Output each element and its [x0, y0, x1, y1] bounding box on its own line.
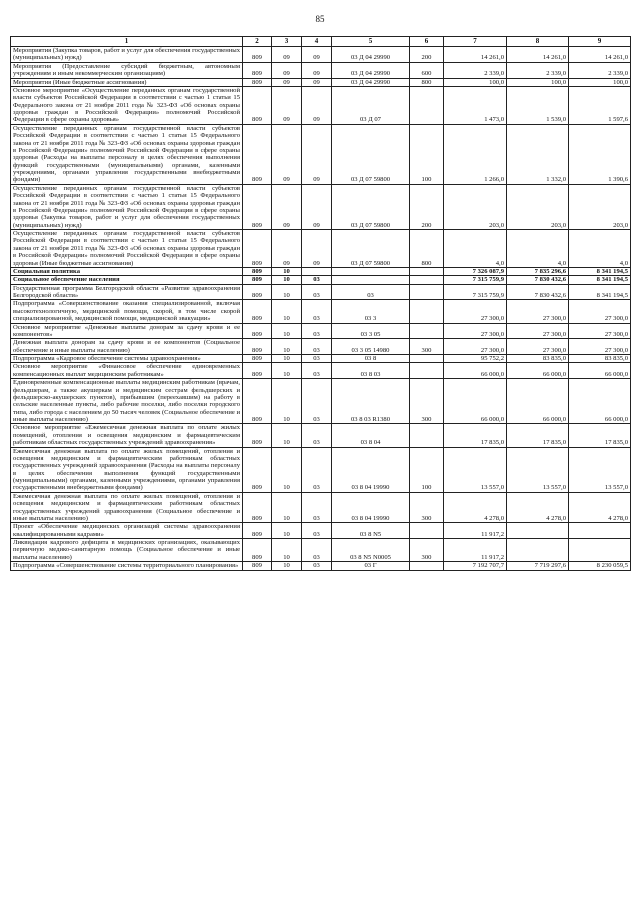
header-cell: 9	[569, 37, 631, 47]
row-value-c3: 10	[272, 363, 302, 379]
row-value-c9: 66 000,0	[569, 363, 631, 379]
row-value-c4: 03	[302, 539, 332, 562]
header-cell: 7	[444, 37, 507, 47]
row-description: Основное мероприятие «Денежные выплаты донорам за сдачу крови и ее компонентов»	[11, 323, 243, 339]
row-value-c5: 03 8 03 R1380	[332, 379, 410, 424]
row-value-c6: 600	[410, 62, 444, 78]
row-value-c5: 03 8	[332, 355, 410, 363]
page-number: 85	[315, 14, 325, 24]
row-value-c9: 14 261,0	[569, 47, 631, 63]
row-value-c7: 100,0	[444, 78, 507, 86]
row-value-c4: 03	[302, 562, 332, 570]
row-value-c8: 4 278,0	[507, 492, 569, 523]
row-value-c3: 10	[272, 267, 302, 275]
row-value-c5: 03 Д 04 29990	[332, 47, 410, 63]
row-value-c8: 17 835,0	[507, 424, 569, 447]
row-value-c6: 100	[410, 124, 444, 184]
row-value-c2: 809	[243, 267, 272, 275]
row-value-c9: 8 341 194,5	[569, 284, 631, 300]
row-value-c2: 809	[243, 86, 272, 124]
row-value-c9: 83 835,0	[569, 355, 631, 363]
row-value-c8: 100,0	[507, 78, 569, 86]
table-row	[11, 562, 631, 570]
table-row	[11, 492, 631, 523]
row-value-c8: 7 830 432,6	[507, 276, 569, 284]
row-value-c7: 203,0	[444, 184, 507, 229]
row-value-c8: 66 000,0	[507, 363, 569, 379]
table-row	[11, 300, 631, 323]
row-value-c4: 03	[302, 300, 332, 323]
row-value-c6	[410, 355, 444, 363]
row-value-c7: 7 315 759,9	[444, 284, 507, 300]
row-value-c7: 13 557,0	[444, 447, 507, 492]
row-description: Основное мероприятие «Финансовое обеспечение единовременных компенсационных выплат медицинским работникам»	[11, 363, 243, 379]
table-row	[11, 78, 631, 86]
row-value-c7: 11 917,2	[444, 523, 507, 539]
table-row	[11, 523, 631, 539]
row-value-c7: 4 278,0	[444, 492, 507, 523]
row-value-c5: 03	[332, 284, 410, 300]
row-value-c3: 09	[272, 86, 302, 124]
row-value-c3: 10	[272, 284, 302, 300]
table-row	[11, 184, 631, 229]
row-value-c4: 09	[302, 47, 332, 63]
header-cell: 6	[410, 37, 444, 47]
row-value-c5	[332, 276, 410, 284]
row-value-c2: 809	[243, 523, 272, 539]
row-value-c8: 27 300,0	[507, 339, 569, 355]
row-value-c6	[410, 562, 444, 570]
row-value-c8: 83 835,0	[507, 355, 569, 363]
table-row	[11, 447, 631, 492]
row-description: Проект «Обеспечение медицинских организаций системы здравоохранения квалифицированными кадрами»	[11, 523, 243, 539]
row-value-c8: 66 000,0	[507, 379, 569, 424]
row-value-c9: 27 300,0	[569, 339, 631, 355]
row-value-c7: 1 473,0	[444, 86, 507, 124]
row-value-c4: 09	[302, 124, 332, 184]
row-value-c6: 800	[410, 230, 444, 268]
row-value-c7: 27 300,0	[444, 323, 507, 339]
row-value-c8: 27 300,0	[507, 300, 569, 323]
row-description: Основное мероприятие «Ежемесячная денежная выплата по оплате жилых помещений, отопления и освещения медицинским и фармацевтическим работникам областных государственных учреждений здравоохранения»	[11, 424, 243, 447]
row-value-c7: 2 339,0	[444, 62, 507, 78]
table-row	[11, 267, 631, 275]
row-value-c2: 809	[243, 379, 272, 424]
row-value-c2: 809	[243, 323, 272, 339]
row-value-c9: 8 341 194,5	[569, 267, 631, 275]
row-value-c6: 200	[410, 184, 444, 229]
row-value-c5: 03 8 04 19990	[332, 447, 410, 492]
row-value-c5: 03 3 05	[332, 323, 410, 339]
row-value-c8: 1 539,0	[507, 86, 569, 124]
row-description: Ликвидация кадрового дефицита в медицинских организациях, оказывающих первичную медико-санитарную помощь (Социальное обеспечение и иные выплаты населению)	[11, 539, 243, 562]
row-value-c9: 203,0	[569, 184, 631, 229]
row-value-c2: 809	[243, 363, 272, 379]
table-row	[11, 284, 631, 300]
row-value-c4: 03	[302, 492, 332, 523]
row-value-c4: 03	[302, 339, 332, 355]
row-value-c9: 8 341 194,5	[569, 276, 631, 284]
row-value-c5: 03 Г	[332, 562, 410, 570]
row-value-c4: 03	[302, 379, 332, 424]
row-value-c4	[302, 267, 332, 275]
row-description: Осуществление переданных органам государственной власти субъектов Российской Федерации в соответствии с частью 1 статьи 15 Федерального закона от 21 ноября 2011 года № 323-ФЗ «Об основах охраны здоровья граждан в Российской Федерации» полномочий Российской Федерации в сфере охраны здоровья (Закупка товаров, работ и услуг для обеспечения государственных (муниципальных) нужд)	[11, 184, 243, 229]
row-value-c4: 03	[302, 363, 332, 379]
row-description: Единовременные компенсационные выплаты медицинским работникам (врачам, фельдшерам, а также акушеркам и медицинским сестрам фельдшерских и фельдшерско-акушерских пунктов), прибывшим (переехавшим) на работу в сельские населенные пункты, либо рабочие поселки, либо поселки городского типа, либо города с населением до 50 тысяч человек (Социальное обеспечение и иные выплаты населению)	[11, 379, 243, 424]
header-cell: 3	[272, 37, 302, 47]
row-value-c2: 809	[243, 230, 272, 268]
row-value-c2: 809	[243, 78, 272, 86]
table-row	[11, 124, 631, 184]
row-value-c2: 809	[243, 284, 272, 300]
row-value-c7: 95 752,2	[444, 355, 507, 363]
row-value-c4: 09	[302, 86, 332, 124]
row-value-c4: 03	[302, 276, 332, 284]
row-value-c2: 809	[243, 62, 272, 78]
row-value-c4: 09	[302, 184, 332, 229]
row-value-c2: 809	[243, 184, 272, 229]
row-value-c9: 66 000,0	[569, 379, 631, 424]
row-value-c2: 809	[243, 339, 272, 355]
row-value-c5	[332, 267, 410, 275]
row-value-c6	[410, 424, 444, 447]
row-value-c5: 03 Д 04 29990	[332, 78, 410, 86]
table-header-row	[11, 37, 631, 47]
row-value-c3: 10	[272, 355, 302, 363]
row-description: Подпрограмма «Совершенствование оказания специализированной, включая высокотехнологичную, медицинской помощи, скорой, в том числе скорой специализированной, медицинской помощи, медицинской эвакуации»	[11, 300, 243, 323]
table-row	[11, 539, 631, 562]
row-value-c6	[410, 86, 444, 124]
row-value-c6: 200	[410, 47, 444, 63]
row-value-c3: 09	[272, 184, 302, 229]
row-value-c3: 10	[272, 523, 302, 539]
row-value-c2: 809	[243, 492, 272, 523]
header-cell: 4	[302, 37, 332, 47]
row-value-c6	[410, 523, 444, 539]
row-value-c3: 10	[272, 424, 302, 447]
row-value-c7: 7 192 707,7	[444, 562, 507, 570]
row-value-c2: 809	[243, 355, 272, 363]
header-cell: 2	[243, 37, 272, 47]
row-value-c6: 100	[410, 447, 444, 492]
row-value-c2: 809	[243, 562, 272, 570]
row-description: Мероприятия (Закупка товаров, работ и услуг для обеспечения государственных (муниципальных) нужд)	[11, 47, 243, 63]
row-value-c6	[410, 300, 444, 323]
row-value-c8	[507, 539, 569, 562]
row-description: Мероприятия (Иные бюджетные ассигнования)	[11, 78, 243, 86]
row-value-c9: 4,0	[569, 230, 631, 268]
row-value-c9: 13 557,0	[569, 447, 631, 492]
table-row	[11, 363, 631, 379]
row-value-c8: 1 332,0	[507, 124, 569, 184]
row-value-c5: 03 Д 07 59800	[332, 230, 410, 268]
row-value-c7: 7 326 087,9	[444, 267, 507, 275]
row-description: Ежемесячная денежная выплата по оплате жилых помещений, отопления и освещения медицинским и фармацевтическим работникам областных государственных учреждений здравоохранения (Расходы на выплаты персоналу в целях обеспечения выполнения функций государственными (муниципальными) органами, казенными учреждениями, органами управления государственными внебюджетными фондами)	[11, 447, 243, 492]
row-value-c7: 27 300,0	[444, 300, 507, 323]
row-description: Подпрограмма «Совершенствование системы территориального планирования»	[11, 562, 243, 570]
header-cell: 1	[11, 37, 243, 47]
row-value-c9: 1 390,6	[569, 124, 631, 184]
row-value-c8: 27 300,0	[507, 323, 569, 339]
row-value-c6	[410, 276, 444, 284]
row-value-c7: 1 266,0	[444, 124, 507, 184]
budget-table	[10, 36, 631, 571]
row-description: Осуществление переданных органам государственной власти субъектов Российской Федерации в соответствии с частью 1 статьи 15 Федерального закона от 21 ноября 2011 года № 323-ФЗ «Об основах охраны здоровья граждан в Российской Федерации» полномочий Российской Федерации в сфере охраны здоровья (Иные бюджетные ассигнования)	[11, 230, 243, 268]
row-value-c4: 09	[302, 62, 332, 78]
row-description: Социальное обеспечение населения	[11, 276, 243, 284]
row-value-c7: 66 000,0	[444, 363, 507, 379]
row-description: Социальная политика	[11, 267, 243, 275]
row-value-c9: 8 230 059,5	[569, 562, 631, 570]
row-value-c9	[569, 539, 631, 562]
row-description: Подпрограмма «Кадровое обеспечение системы здравоохранения»	[11, 355, 243, 363]
header-cell: 5	[332, 37, 410, 47]
row-value-c8: 7 719 297,6	[507, 562, 569, 570]
row-value-c9: 2 339,0	[569, 62, 631, 78]
row-description: Осуществление переданных органам государственной власти субъектов Российской Федерации в соответствии с частью 1 статьи 15 Федерального закона от 21 ноября 2011 года № 323-ФЗ «Об основах охраны здоровья граждан в Российской Федерации» полномочий Российской Федерации в сфере охраны здоровья (Расходы на выплаты персоналу в целях обеспечения выполнения функций государственными (муниципальными) органами, казенными учреждениями, органами управления государственными внебюджетными фондами)	[11, 124, 243, 184]
row-value-c4: 03	[302, 284, 332, 300]
row-value-c5: 03 8 04	[332, 424, 410, 447]
table-row	[11, 379, 631, 424]
row-value-c4: 03	[302, 447, 332, 492]
row-description: Денежная выплата донорам за сдачу крови и ее компонентов (Социальное обеспечение и иные выплаты населению)	[11, 339, 243, 355]
row-value-c5: 03 Д 07	[332, 86, 410, 124]
row-value-c3: 10	[272, 492, 302, 523]
row-value-c8: 7 835 296,6	[507, 267, 569, 275]
row-value-c9: 100,0	[569, 78, 631, 86]
row-value-c6	[410, 323, 444, 339]
row-value-c8: 14 261,0	[507, 47, 569, 63]
row-value-c9: 17 835,0	[569, 424, 631, 447]
row-value-c2: 809	[243, 539, 272, 562]
row-value-c3: 10	[272, 539, 302, 562]
row-value-c6: 300	[410, 379, 444, 424]
row-value-c5: 03 3	[332, 300, 410, 323]
row-value-c2: 809	[243, 300, 272, 323]
row-value-c2: 809	[243, 47, 272, 63]
row-description: Государственная программа Белгородской области «Развитие здравоохранения Белгородской области»	[11, 284, 243, 300]
row-value-c3: 09	[272, 62, 302, 78]
row-value-c3: 10	[272, 300, 302, 323]
table-row	[11, 230, 631, 268]
header-cell: 8	[507, 37, 569, 47]
row-description: Ежемесячная денежная выплата по оплате жилых помещений, отопления и освещения медицинским и фармацевтическим работникам областных государственных учреждений здравоохранения (Социальное обеспечение и иные выплаты населению)	[11, 492, 243, 523]
table-row	[11, 355, 631, 363]
row-value-c5: 03 8 N5 N0005	[332, 539, 410, 562]
row-value-c2: 809	[243, 276, 272, 284]
row-value-c5: 03 8 04 19990	[332, 492, 410, 523]
row-value-c2: 809	[243, 124, 272, 184]
row-value-c7: 27 300,0	[444, 339, 507, 355]
row-value-c7: 14 261,0	[444, 47, 507, 63]
table-row	[11, 47, 631, 63]
row-value-c5: 03 Д 07 59800	[332, 184, 410, 229]
row-value-c3: 10	[272, 323, 302, 339]
row-description: Основное мероприятие «Осуществление переданных органам государственной власти субъектов Российской Федерации в соответствии с частью 1 статьи 15 Федерального закона от 21 ноября 2011 года № 323-ФЗ «Об основах охраны здоровья граждан в Российской Федерации» полномочий Российской Федерации в сфере охраны здоровья»	[11, 86, 243, 124]
row-value-c9: 1 597,6	[569, 86, 631, 124]
table-row	[11, 339, 631, 355]
row-value-c8	[507, 523, 569, 539]
row-value-c9: 27 300,0	[569, 300, 631, 323]
row-value-c5: 03 Д 07 59800	[332, 124, 410, 184]
row-value-c6	[410, 267, 444, 275]
row-value-c7: 11 917,2	[444, 539, 507, 562]
row-value-c8: 203,0	[507, 184, 569, 229]
row-value-c4: 09	[302, 78, 332, 86]
row-value-c7: 66 000,0	[444, 379, 507, 424]
row-value-c2: 809	[243, 424, 272, 447]
table-row	[11, 62, 631, 78]
row-value-c3: 09	[272, 124, 302, 184]
row-value-c3: 09	[272, 230, 302, 268]
row-value-c8: 13 557,0	[507, 447, 569, 492]
table-row	[11, 86, 631, 124]
row-value-c7: 17 835,0	[444, 424, 507, 447]
row-value-c6: 300	[410, 339, 444, 355]
row-value-c8: 4,0	[507, 230, 569, 268]
row-value-c8: 2 339,0	[507, 62, 569, 78]
row-value-c3: 09	[272, 78, 302, 86]
table-row	[11, 424, 631, 447]
row-value-c9: 4 278,0	[569, 492, 631, 523]
row-value-c5: 03 8 03	[332, 363, 410, 379]
row-value-c9: 27 300,0	[569, 323, 631, 339]
row-value-c8: 7 830 432,6	[507, 284, 569, 300]
row-description: Мероприятия (Предоставление субсидий бюджетным, автономным учреждениям и иным некоммерческим организациям)	[11, 62, 243, 78]
row-value-c3: 10	[272, 562, 302, 570]
row-value-c4: 09	[302, 230, 332, 268]
row-value-c3: 09	[272, 47, 302, 63]
row-value-c6: 300	[410, 492, 444, 523]
row-value-c7: 7 315 759,9	[444, 276, 507, 284]
row-value-c7: 4,0	[444, 230, 507, 268]
row-value-c3: 10	[272, 447, 302, 492]
row-value-c6: 800	[410, 78, 444, 86]
row-value-c5: 03 8 N5	[332, 523, 410, 539]
row-value-c9	[569, 523, 631, 539]
row-value-c6	[410, 284, 444, 300]
row-value-c6: 300	[410, 539, 444, 562]
row-value-c3: 10	[272, 379, 302, 424]
row-value-c6	[410, 363, 444, 379]
table-row	[11, 276, 631, 284]
row-value-c3: 10	[272, 339, 302, 355]
row-value-c4: 03	[302, 523, 332, 539]
row-value-c3: 10	[272, 276, 302, 284]
row-value-c4: 03	[302, 355, 332, 363]
row-value-c5: 03 3 05 14980	[332, 339, 410, 355]
row-value-c4: 03	[302, 424, 332, 447]
row-value-c4: 03	[302, 323, 332, 339]
row-value-c5: 03 Д 04 29990	[332, 62, 410, 78]
row-value-c2: 809	[243, 447, 272, 492]
table-row	[11, 323, 631, 339]
